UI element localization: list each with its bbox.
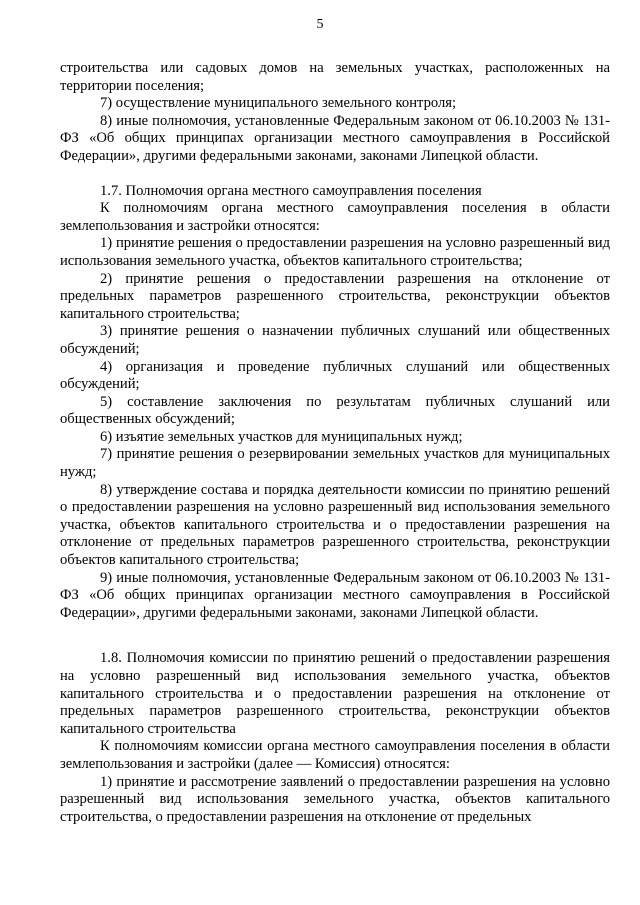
paragraph-gap [60,622,610,650]
section-intro-1-8: К полномочиям комиссии органа местного самоуправления поселения в области землепользования и застройки (далее — Комиссия) относятся: [60,738,610,772]
list-item: 8) иные полномочия, установленные Федеральным законом от 06.10.2003 № 131-ФЗ «Об общих принципах организации местного самоуправления в Российской Федерации», другими федеральными законами, законами Липецкой области. [60,112,610,164]
list-item: 6) изъятие земельных участков для муниципальных нужд; [100,428,463,445]
list-item: 7) осуществление муниципального земельного контроля; [100,95,457,112]
list-item: 1) принятие и рассмотрение заявлений о предоставлении разрешения на условно разрешенный вид использования земельного участка, объектов капитального строительства, о предоставлении разрешения на отклонение от предельных [60,773,610,825]
list-item: 7) принятие решения о резервировании земельных участков для муниципальных нужд; [60,446,610,481]
list-item: 8) утверждение состава и порядка деятельности комиссии по принятию решений о предоставлении разрешения на условно разрешенный вид использования земельного участка, объектов капитального строительства и о предоставлении разрешения на отклонение от предельных параметров разрешенного строительства, реконструкции объектов капитального строительства; [60,481,610,569]
list-item: 2) принятие решения о предоставлении разрешения на отклонение от предельных параметров разрешенного строительства, реконструкции объектов капитального строительства; [60,270,610,322]
section-heading-1-7: 1.7. Полномочия органа местного самоуправления поселения [100,182,482,199]
paragraph-continuation: строительства или садовых домов на земельных участках, расположенных на территории поселения; [60,60,610,94]
list-item: 4) организация и проведение публичных слушаний или общественных обсуждений; [60,358,610,393]
list-item: 3) принятие решения о назначении публичных слушаний или общественных обсуждений; [60,323,610,357]
list-item: 5) составление заключения по результатам публичных слушаний или общественных обсуждений; [60,393,610,428]
section-heading-1-8: 1.8. Полномочия комиссии по принятию решений о предоставлении разрешения на условно разрешенный вид использования земельного участка, объектов капитального строительства и о предоставлении разрешения на отклонение от предельных параметров разрешенного строительства, реконструкции объектов капитального строительства [60,650,610,737]
section-intro-1-7: К полномочиям органа местного самоуправления поселения в области землепользования и застройки относятся: [60,200,610,234]
paragraph-gap [60,166,610,183]
page-number: 5 [316,17,324,32]
document-body [60,60,610,826]
list-item: 1) принятие решения о предоставлении разрешения на условно разрешенный вид использования земельного участка, объектов капитального строительства; [60,235,610,269]
list-item: 9) иные полномочия, установленные Федеральным законом от 06.10.2003 № 131-ФЗ «Об общих принципах организации местного самоуправления в Российской Федерации», другими федеральными законами, законами Липецкой области. [60,569,610,621]
